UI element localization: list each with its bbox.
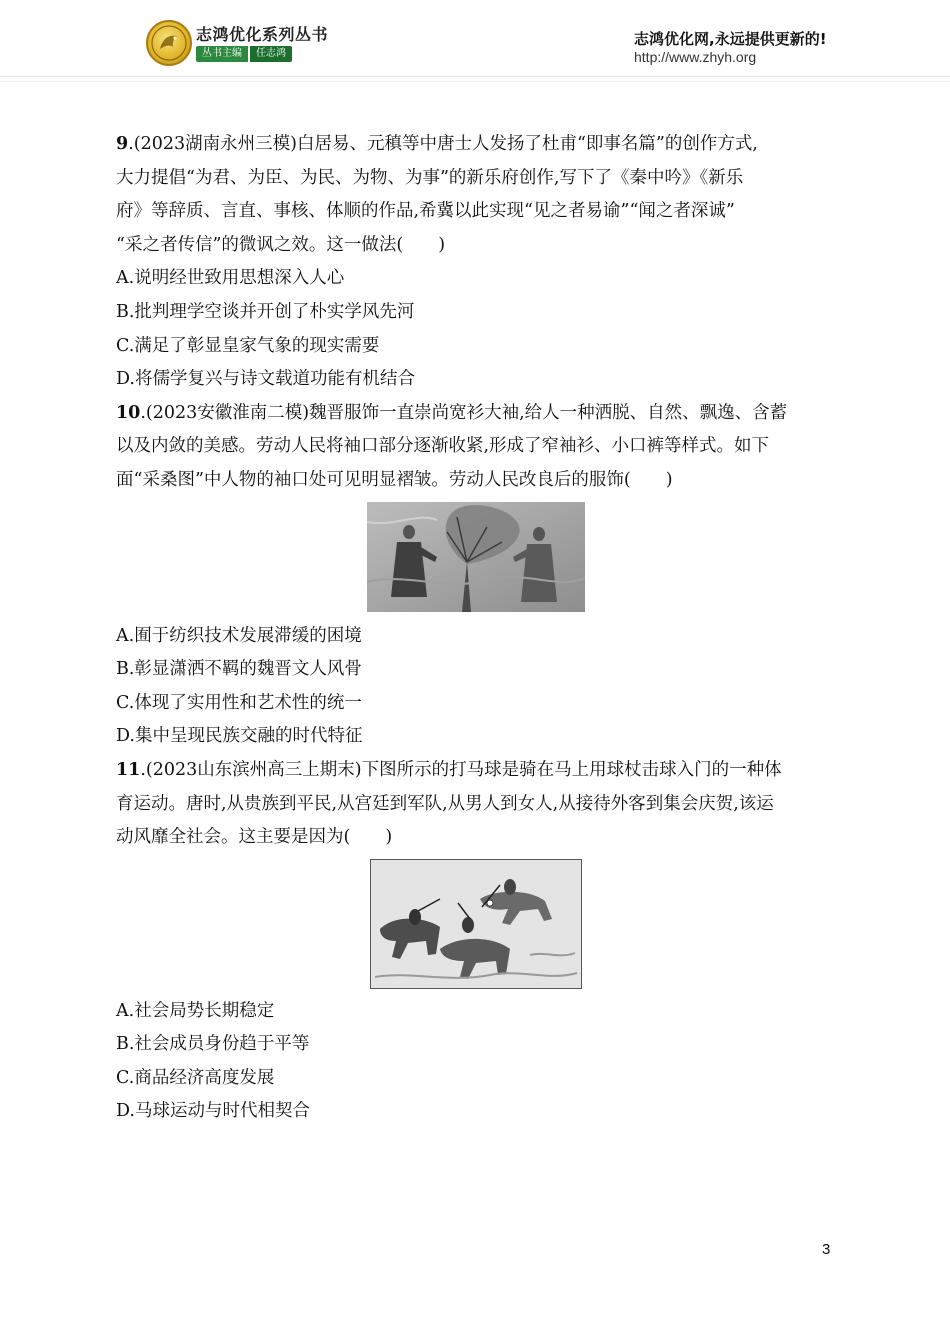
option-b: B.彰显潇洒不羁的魏晋文人风骨 bbox=[116, 659, 362, 680]
question-stem-line: 11.(2023山东滨州高三上期末)下图所示的打马球是骑在马上用球杖击球入门的一种体 bbox=[116, 759, 782, 780]
question-stem-line: “采之者传信”的微讽之效。这一做法( ) bbox=[116, 234, 446, 255]
option-d: D.将儒学复兴与诗文载道功能有机结合 bbox=[116, 369, 415, 390]
option-d: D.集中呈现民族交融的时代特征 bbox=[116, 726, 363, 747]
question-stem-line: 以及内敛的美感。劳动人民将袖口部分逐渐收紧,形成了窄袖衫、小口裤等样式。如下 bbox=[116, 436, 770, 457]
question-stem-line: 大力提倡“为君、为臣、为民、为物、为事”的新乐府创作,写下了《秦中吟》《新乐 bbox=[116, 167, 744, 188]
figure-wrapper bbox=[116, 502, 836, 620]
option-b: B.批判理学空谈并开创了朴实学风先河 bbox=[116, 301, 415, 322]
option-a: A.社会局势长期稳定 bbox=[116, 1000, 275, 1021]
option-c: C.商品经济高度发展 bbox=[116, 1067, 275, 1088]
header-slogan: 志鸿优化网,永远提供更新的! bbox=[634, 30, 827, 48]
page-header bbox=[0, 0, 950, 90]
polo-painting-image bbox=[370, 859, 582, 989]
question-stem-line: 面“采桑图”中人物的袖口处可见明显褶皱。劳动人民改良后的服饰( ) bbox=[116, 469, 673, 490]
figure-wrapper bbox=[116, 859, 836, 995]
header-url[interactable]: http://www.zhyh.org bbox=[634, 49, 757, 65]
option-c: C.体现了实用性和艺术性的统一 bbox=[116, 692, 362, 713]
option-c: C.满足了彰显皇家气象的现实需要 bbox=[116, 335, 380, 356]
question-stem-line: 动风靡全社会。这主要是因为( ) bbox=[116, 827, 393, 848]
option-a: A.囿于纺织技术发展滞缓的困境 bbox=[116, 625, 362, 646]
question-stem-line: 10.(2023安徽淮南二模)魏晋服饰一直崇尚宽衫大袖,给人一种洒脱、自然、飘逸、含蓄 bbox=[116, 402, 788, 423]
question-10 bbox=[116, 397, 836, 754]
editor-tag bbox=[196, 46, 292, 62]
question-stem-line: 9.(2023湖南永州三模)白居易、元稹等中唐士人发扬了杜甫“即事名篇”的创作方式, bbox=[116, 134, 758, 154]
header-divider bbox=[0, 76, 950, 82]
question-content bbox=[116, 128, 836, 1129]
question-number: 11 bbox=[116, 759, 141, 780]
question-stem-line: 育运动。唐时,从贵族到平民,从宫廷到军队,从男人到女人,从接待外客到集会庆贺,该运 bbox=[116, 793, 774, 814]
editor-name: 任志鸿 bbox=[250, 46, 292, 62]
option-a: A.说明经世致用思想深入人心 bbox=[116, 268, 345, 289]
mulberry-picking-mural-image bbox=[367, 502, 585, 612]
question-11 bbox=[116, 754, 836, 1129]
question-number: 10 bbox=[116, 402, 141, 423]
question-stem-line: 府》等辞质、言直、事核、体顺的作品,希冀以此实现“见之者易谕”“闻之者深诚” bbox=[116, 201, 735, 222]
option-d: D.马球运动与时代相契合 bbox=[116, 1101, 310, 1122]
question-9 bbox=[116, 128, 836, 397]
series-title: 志鸿优化系列丛书 bbox=[196, 25, 329, 44]
option-b: B.社会成员身份趋于平等 bbox=[116, 1034, 310, 1055]
question-number: 9 bbox=[116, 134, 129, 154]
page-number: 3 bbox=[822, 1241, 831, 1258]
editor-label: 丛书主编 bbox=[196, 46, 248, 62]
publisher-logo bbox=[146, 20, 192, 66]
